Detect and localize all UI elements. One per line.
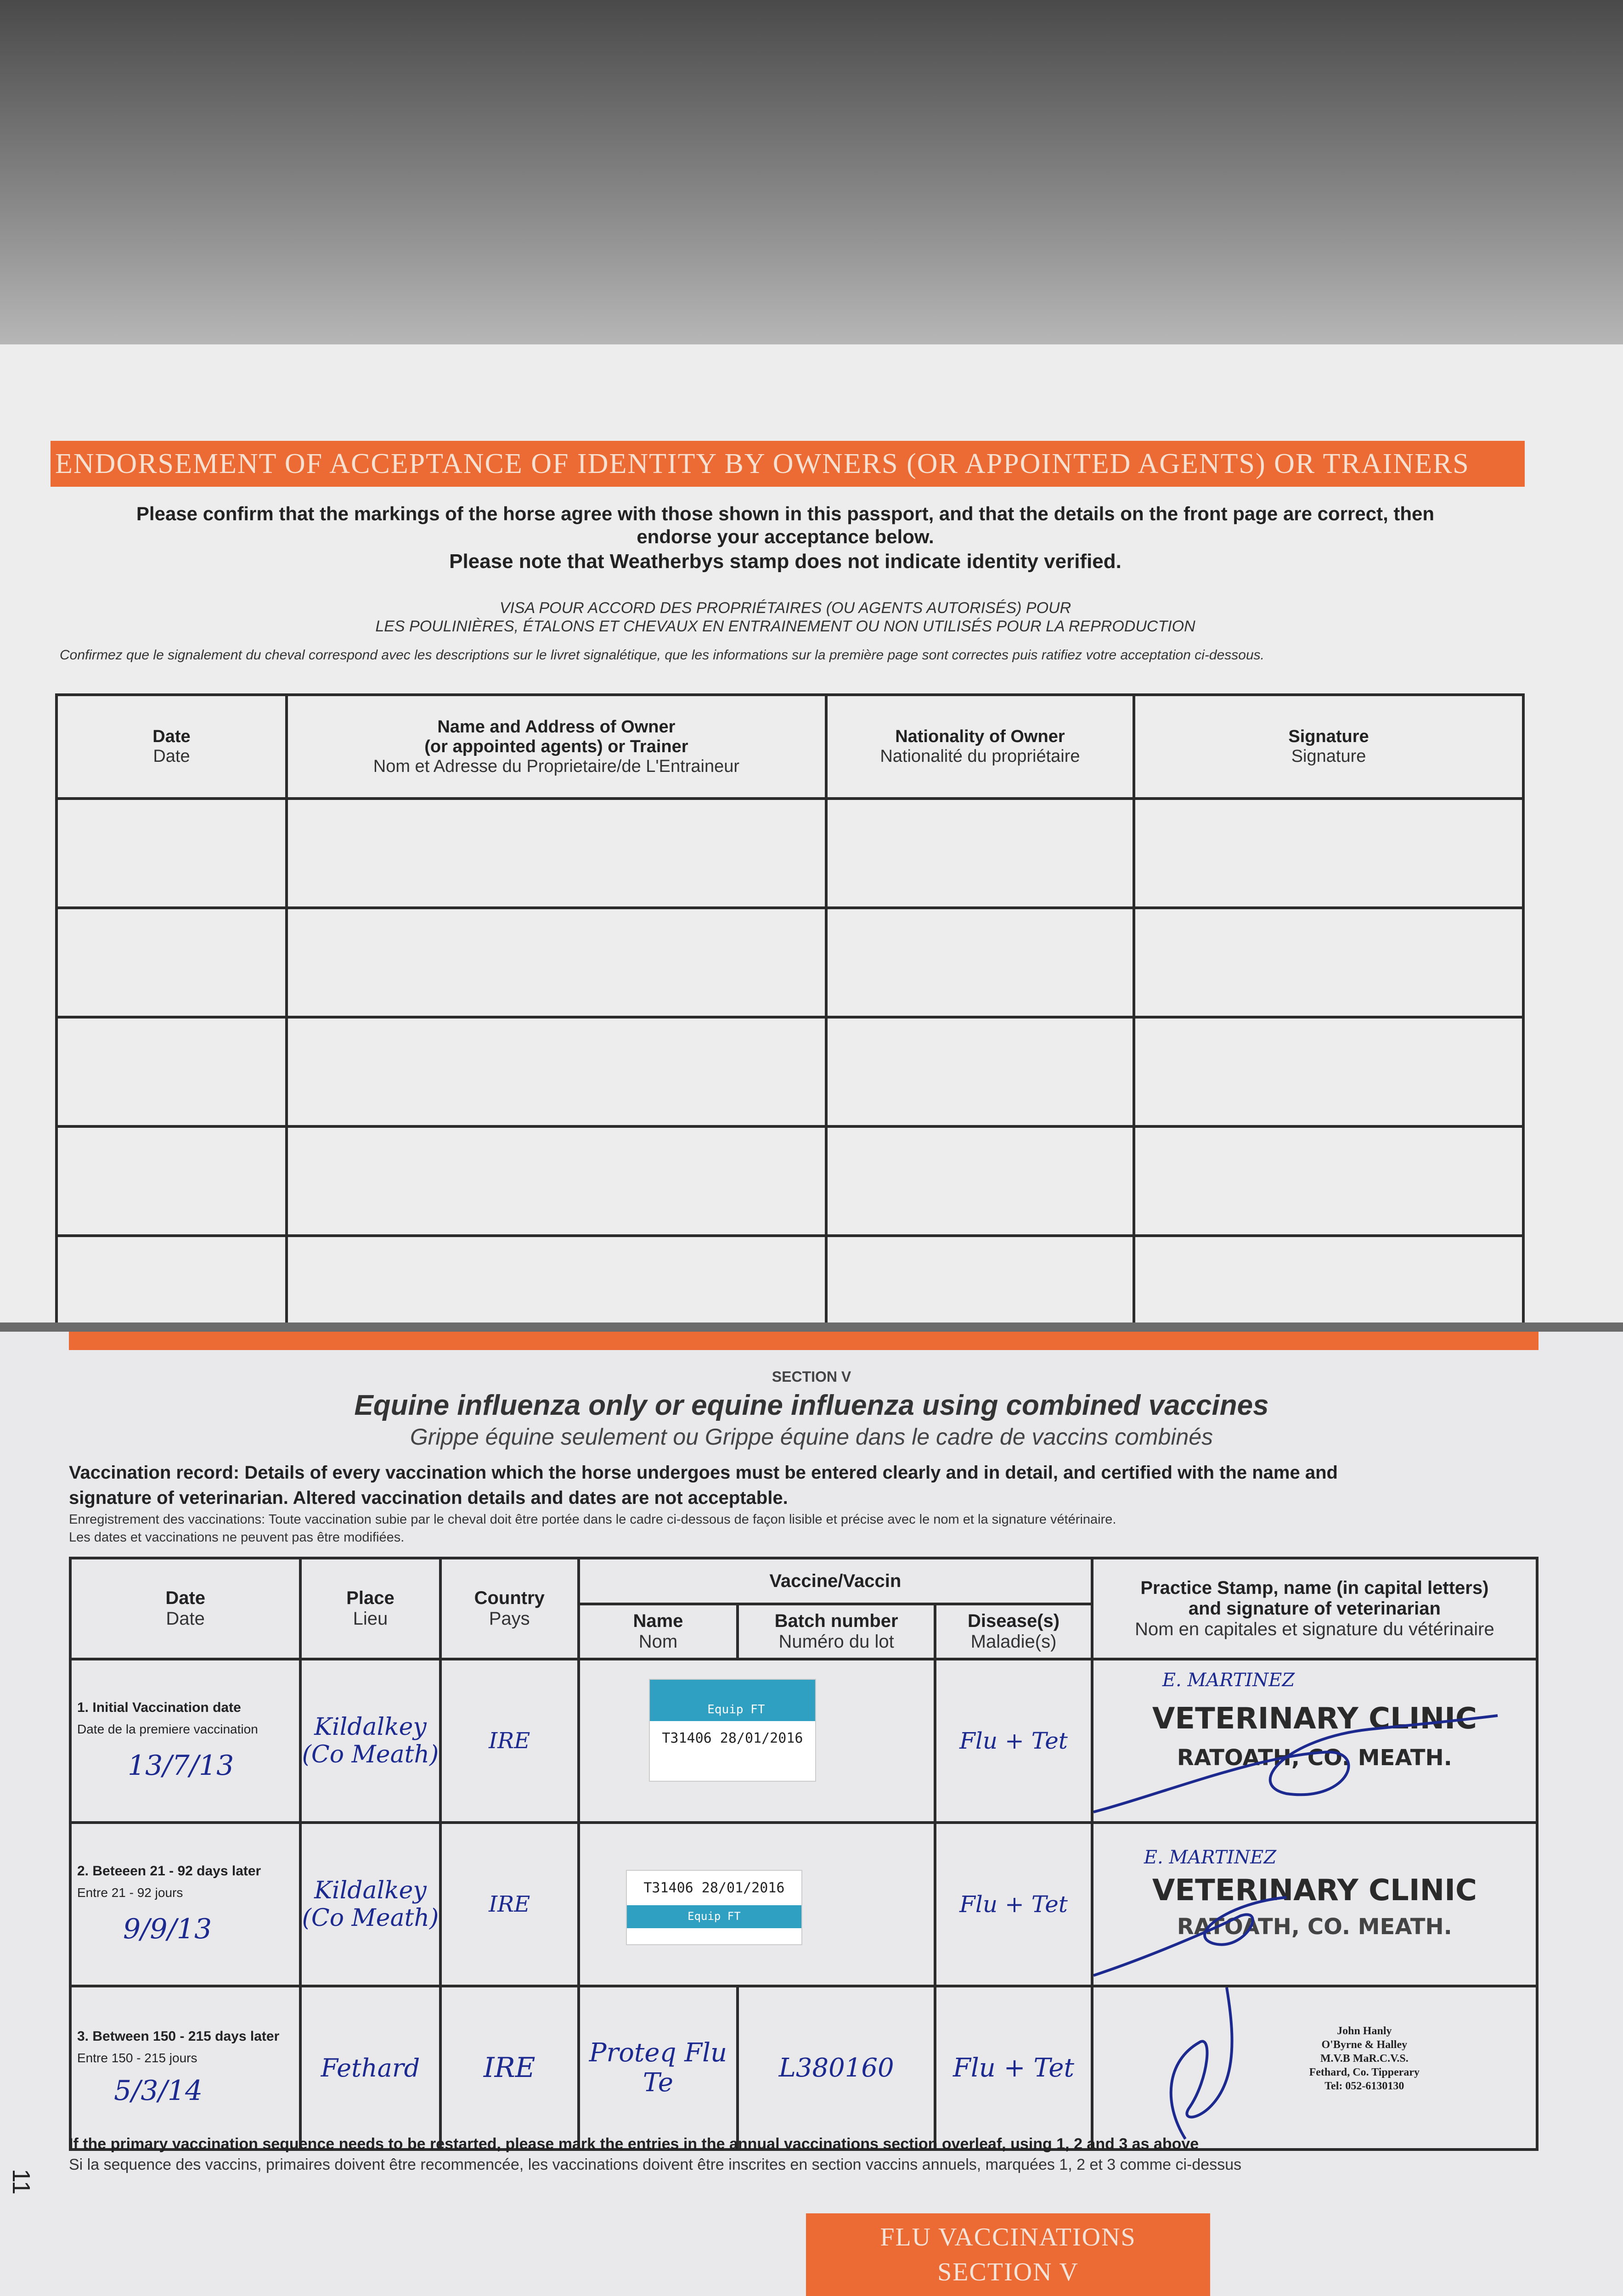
vaccination-page — [0, 1332, 1623, 2296]
col-vaccine: Vaccine/Vaccin — [579, 1558, 1092, 1604]
endorsement-fr-3: Confirmez que le signalement du cheval correspond avec les descriptions sur le livret signalétique, que les informations sur la première page sont correctes puis ratifiez votre acceptation ci-dessous. — [60, 647, 1264, 663]
endorsement-table — [55, 693, 1525, 1322]
scanner-shadow — [0, 0, 1623, 349]
date-cell[interactable]: 1. Initial Vaccination date Date de la premiere vaccination 13/7/13 — [70, 1659, 300, 1823]
practice-stamp-cell[interactable] — [1092, 1986, 1537, 2150]
disease-cell[interactable]: Flu + Tet — [935, 1659, 1092, 1823]
disease-cell[interactable]: Flu + Tet — [935, 1823, 1092, 1986]
place-cell[interactable]: Kildalkey (Co Meath) — [300, 1659, 440, 1823]
endorsement-fr-2: LES POULINIÈRES, ÉTALONS ET CHEVAUX EN ENTRAINEMENT OU NON UTILISÉS POUR LA REPRODUCTION — [375, 618, 1195, 635]
col-date: Date Date — [56, 695, 287, 799]
endorsement-page — [0, 344, 1623, 1322]
vet-name: E. MARTINEZ — [1144, 1847, 1277, 1868]
table-row — [70, 1986, 1537, 2150]
page-number: 11 — [7, 2168, 35, 2195]
table-row — [56, 1017, 1523, 1126]
practice-stamp-cell[interactable]: E. MARTINEZ VETERINARY CLINIC RATOATH, CO. MEATH. — [1092, 1659, 1537, 1823]
col-practice-stamp: Practice Stamp, name (in capital letters) and signature of veterinarian Nom en capitales et signature du vétérinaire — [1092, 1558, 1537, 1659]
vet-name: E. MARTINEZ — [1162, 1670, 1295, 1691]
signature-scribble — [1093, 1711, 1507, 1817]
place-cell[interactable]: Fethard — [300, 1986, 440, 2150]
col-country: Country Pays — [440, 1558, 579, 1659]
vet-stamp: John Hanly O'Byrne & Halley M.V.B MaR.C.V.S. Fethard, Co. Tipperary Tel: 052-6130130 — [1309, 2025, 1420, 2092]
table-row — [56, 908, 1523, 1017]
endorsement-fr-1: VISA POUR ACCORD DES PROPRIÉTAIRES (OU AGENTS AUTORISÉS) POUR — [499, 599, 1071, 617]
col-signature: Signature Signature — [1134, 695, 1523, 799]
table-row — [70, 1823, 1537, 1986]
section-label: SECTION V — [772, 1368, 851, 1385]
date-cell[interactable]: 3. Between 150 - 215 days later Entre 150 - 215 jours 5/3/14 — [70, 1986, 300, 2150]
table-row — [56, 799, 1523, 908]
table-row — [70, 1659, 1537, 1823]
endorsement-title: ENDORSEMENT OF ACCEPTANCE OF IDENTITY BY OWNERS (OR APPOINTED AGENTS) OR TRAINERS — [51, 441, 1525, 487]
col-disease: Disease(s) Maladie(s) — [935, 1604, 1092, 1659]
endorsement-instruction-2: endorse your acceptance below. — [637, 526, 934, 547]
orange-strip — [69, 1332, 1538, 1350]
vaccination-table — [69, 1557, 1538, 2151]
vaccine-sticker: T31406 28/01/2016 Equip FT — [626, 1870, 802, 1945]
col-owner: Name and Address of Owner (or appointed agents) or Trainer Nom et Adresse du Proprietaire/de L'Entraineur — [287, 695, 826, 799]
table-row — [56, 1236, 1523, 1322]
place-cell[interactable]: Kildalkey (Co Meath) — [300, 1823, 440, 1986]
vaccine-sticker: Equip FT T31406 28/01/2016 — [649, 1679, 816, 1782]
col-vaccine-name: Name Nom — [579, 1604, 738, 1659]
vaccine-sticker-cell[interactable] — [579, 1823, 935, 1986]
signature-scribble — [1093, 1888, 1507, 1980]
country-cell[interactable]: IRE — [440, 1986, 579, 2150]
handwritten-date: 9/9/13 — [123, 1913, 212, 1945]
col-batch: Batch number Numéro du lot — [738, 1604, 935, 1659]
weatherbys-note: Please note that Weatherbys stamp does not indicate identity verified. — [449, 550, 1121, 573]
practice-stamp-cell[interactable]: E. MARTINEZ VETERINARY CLINIC RATOATH, CO. MEATH. — [1092, 1823, 1537, 1986]
intro-fr-2: Les dates et vaccinations ne peuvent pas être modifiées. — [69, 1530, 405, 1545]
table-row — [56, 1126, 1523, 1236]
footer-note: If the primary vaccination sequence needs to be restarted, please mark the entries in the annual vaccinations section overleaf, using 1, 2 and 3 as above — [69, 2135, 1199, 2153]
signature-scribble — [1093, 1987, 1507, 2148]
col-nationality: Nationality of Owner Nationalité du propriétaire — [826, 695, 1134, 799]
col-date: Date Date — [70, 1558, 300, 1659]
date-cell[interactable]: 2. Beteeen 21 - 92 days later Entre 21 - 92 jours 9/9/13 — [70, 1823, 300, 1986]
vaccination-title: Equine influenza only or equine influenza using combined vaccines — [354, 1390, 1269, 1421]
col-place: Place Lieu — [300, 1558, 440, 1659]
clinic-stamp: VETERINARY CLINIC — [1152, 1702, 1477, 1736]
intro-fr-1: Enregistrement des vaccinations: Toute vaccination subie par le cheval doit être portée dans le cadre ci-dessous de façon lisible et précise avec le nom et la signature vétérinaire. — [69, 1512, 1116, 1527]
vaccination-title-fr: Grippe équine seulement ou Grippe équine dans le cadre de vaccins combinés — [410, 1424, 1213, 1450]
batch-cell[interactable]: L380160 — [738, 1986, 935, 2150]
intro-1: Vaccination record: Details of every vaccination which the horse undergoes must be entered clearly and in detail, and certified with the name and — [69, 1463, 1338, 1483]
handwritten-date: 13/7/13 — [128, 1750, 234, 1782]
handwritten-date: 5/3/14 — [114, 2075, 203, 2107]
country-cell[interactable]: IRE — [440, 1659, 579, 1823]
clinic-stamp: VETERINARY CLINIC — [1152, 1874, 1477, 1908]
section-tab[interactable]: FLU VACCINATIONS SECTION V — [806, 2213, 1210, 2296]
footer-note-fr: Si la sequence des vaccins, primaires doivent être recommencée, les vaccinations doivent être inscrites en section vaccins annuels, marquées 1, 2 et 3 comme ci-dessus — [69, 2156, 1242, 2173]
vaccine-sticker-cell[interactable] — [579, 1659, 935, 1823]
disease-cell[interactable]: Flu + Tet — [935, 1986, 1092, 2150]
country-cell[interactable]: IRE — [440, 1823, 579, 1986]
intro-2: signature of veterinarian. Altered vaccination details and dates are not acceptable. — [69, 1488, 788, 1508]
vaccine-name-cell[interactable]: Proteq Flu Te — [579, 1986, 738, 2150]
endorsement-instruction-1: Please confirm that the markings of the horse agree with those shown in this passport, and that the details on the front page are correct, then — [136, 503, 1435, 524]
